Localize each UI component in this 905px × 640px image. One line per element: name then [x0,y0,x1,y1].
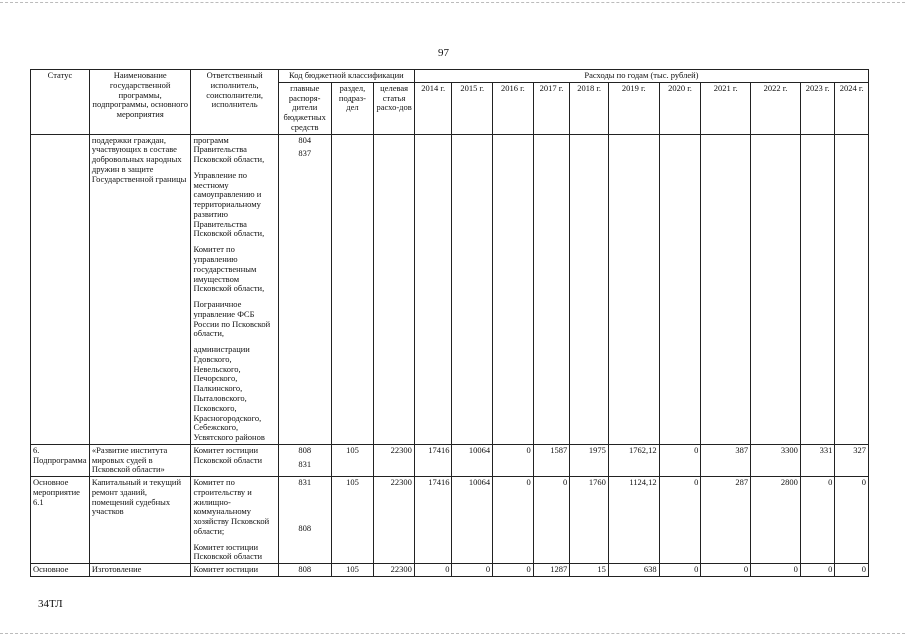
cell-value: 1975 [570,444,609,476]
header-year: 2014 г. [414,82,452,134]
cell-executor [191,477,278,564]
cell-value: 0 [493,444,534,476]
cell-section: 105 [331,564,374,577]
cell-executor: Комитет юстиции Псковской области [191,444,278,476]
cell-value: 2800 [751,477,801,564]
cell-value: 0 [493,477,534,564]
cell-name: поддержки граждан, участвующих в составе добровольных народных дружин в защите Государственной границы [89,134,191,444]
cell-article: 22300 [374,444,415,476]
cell-value: 0 [493,564,534,577]
table-row-continuation [31,134,869,444]
cell-value: 0 [701,564,751,577]
cell-executor [191,134,278,444]
cell-article: 22300 [374,564,415,577]
cell-code-main: 831 808 [278,477,331,564]
executor-item: Комитет по управлению государственным имуществом Псковской области, [193,244,265,294]
cell-value: 0 [751,564,801,577]
executor-item: Пограничное управление ФСБ России по Псковской области, [193,299,271,339]
scan-edge-top [0,2,905,3]
header-year: 2015 г. [452,82,493,134]
header-code-main: главные распоря-дители бюджетных средств [278,82,331,134]
budget-table [30,69,869,577]
cell-name: Изготовление [89,564,191,577]
cell-value: 3300 [751,444,801,476]
executor-item: Комитет по строительству и жилищно-коммунальному хозяйству Псковской области; [193,477,270,536]
header-year: 2022 г. [751,82,801,134]
cell-name: Капитальный и текущий ремонт зданий, помещений судебных участков [89,477,191,564]
table-row-measure [31,477,869,564]
cell-value: 331 [800,444,835,476]
cell-value: 327 [835,444,869,476]
cell-value: 0 [452,564,493,577]
executor-item: программ Правительства Псковской области, [193,134,265,165]
cell-article: 22300 [374,477,415,564]
header-year: 2021 г. [701,82,751,134]
cell-value: 17416 [414,477,452,564]
table-row-last [31,564,869,577]
header-year: 2024 г. [835,82,869,134]
cell-section: 105 [331,477,374,564]
cell-value: 0 [659,444,701,476]
cell-status: Основное мероприятие 6.1 [31,477,90,564]
header-executor: Ответственный исполнитель, соисполнители, исполнитель [191,70,278,135]
cell-value: 0 [533,477,570,564]
cell-value: 638 [608,564,659,577]
cell-code-main: 808 [278,564,331,577]
cell-status [31,134,90,444]
cell-value: 0 [659,477,701,564]
cell-value: 0 [414,564,452,577]
header-code-article: целевая статья расхо-дов [374,82,415,134]
cell-value: 0 [659,564,701,577]
header-expenses: Расходы по годам (тыс. рублей) [414,70,868,83]
scan-edge-bottom [0,633,905,634]
executor-item: Управление по местному самоуправлению и территориальному развитию Правительства Псковской области, [193,169,265,239]
cell-code-main: 808 831 [278,444,331,476]
cell-value: 0 [800,564,835,577]
cell-name: «Развитие института мировых судей в Псковской области» [89,444,191,476]
header-year: 2018 г. [570,82,609,134]
header-status: Статус [31,70,90,135]
cell-value: 15 [570,564,609,577]
cell-value: 10064 [452,444,493,476]
cell-value: 1760 [570,477,609,564]
cell-value: 287 [701,477,751,564]
header-code-section: раздел, подраз-дел [331,82,374,134]
cell-value: 1587 [533,444,570,476]
cell-section: 105 [331,444,374,476]
cell-value: 1124,12 [608,477,659,564]
cell-status: 6. Подпрограмма [31,444,90,476]
footer-code: 34ТЛ [38,598,63,610]
page-number: 97 [438,47,449,59]
cell-value: 1287 [533,564,570,577]
header-row-1 [31,70,869,83]
header-budget-code: Код бюджетной классификации [278,70,414,83]
header-year: 2017 г. [533,82,570,134]
cell-executor: Комитет юстиции [191,564,278,577]
cell-value: 0 [835,477,869,564]
cell-value: 0 [800,477,835,564]
table-row-subprogram [31,444,869,476]
header-year: 2016 г. [493,82,534,134]
cell-value: 17416 [414,444,452,476]
cell-value: 387 [701,444,751,476]
executor-item: администрации Гдовского, Невельского, Печорского, Палкинского, Пыталовского, Псковского, Красногородского, Себежского, Усвятского районов [193,344,265,443]
header-year: 2023 г. [800,82,835,134]
executor-item: Комитет юстиции Псковской области [193,541,263,562]
cell-value: 1762,12 [608,444,659,476]
cell-code-main: 804 837 [278,134,331,444]
header-name: Наименование государственной программы, подпрограммы, основного мероприятия [89,70,191,135]
cell-value: 0 [835,564,869,577]
cell-status: Основное [31,564,90,577]
cell-value: 10064 [452,477,493,564]
header-year: 2020 г. [659,82,701,134]
header-year: 2019 г. [608,82,659,134]
